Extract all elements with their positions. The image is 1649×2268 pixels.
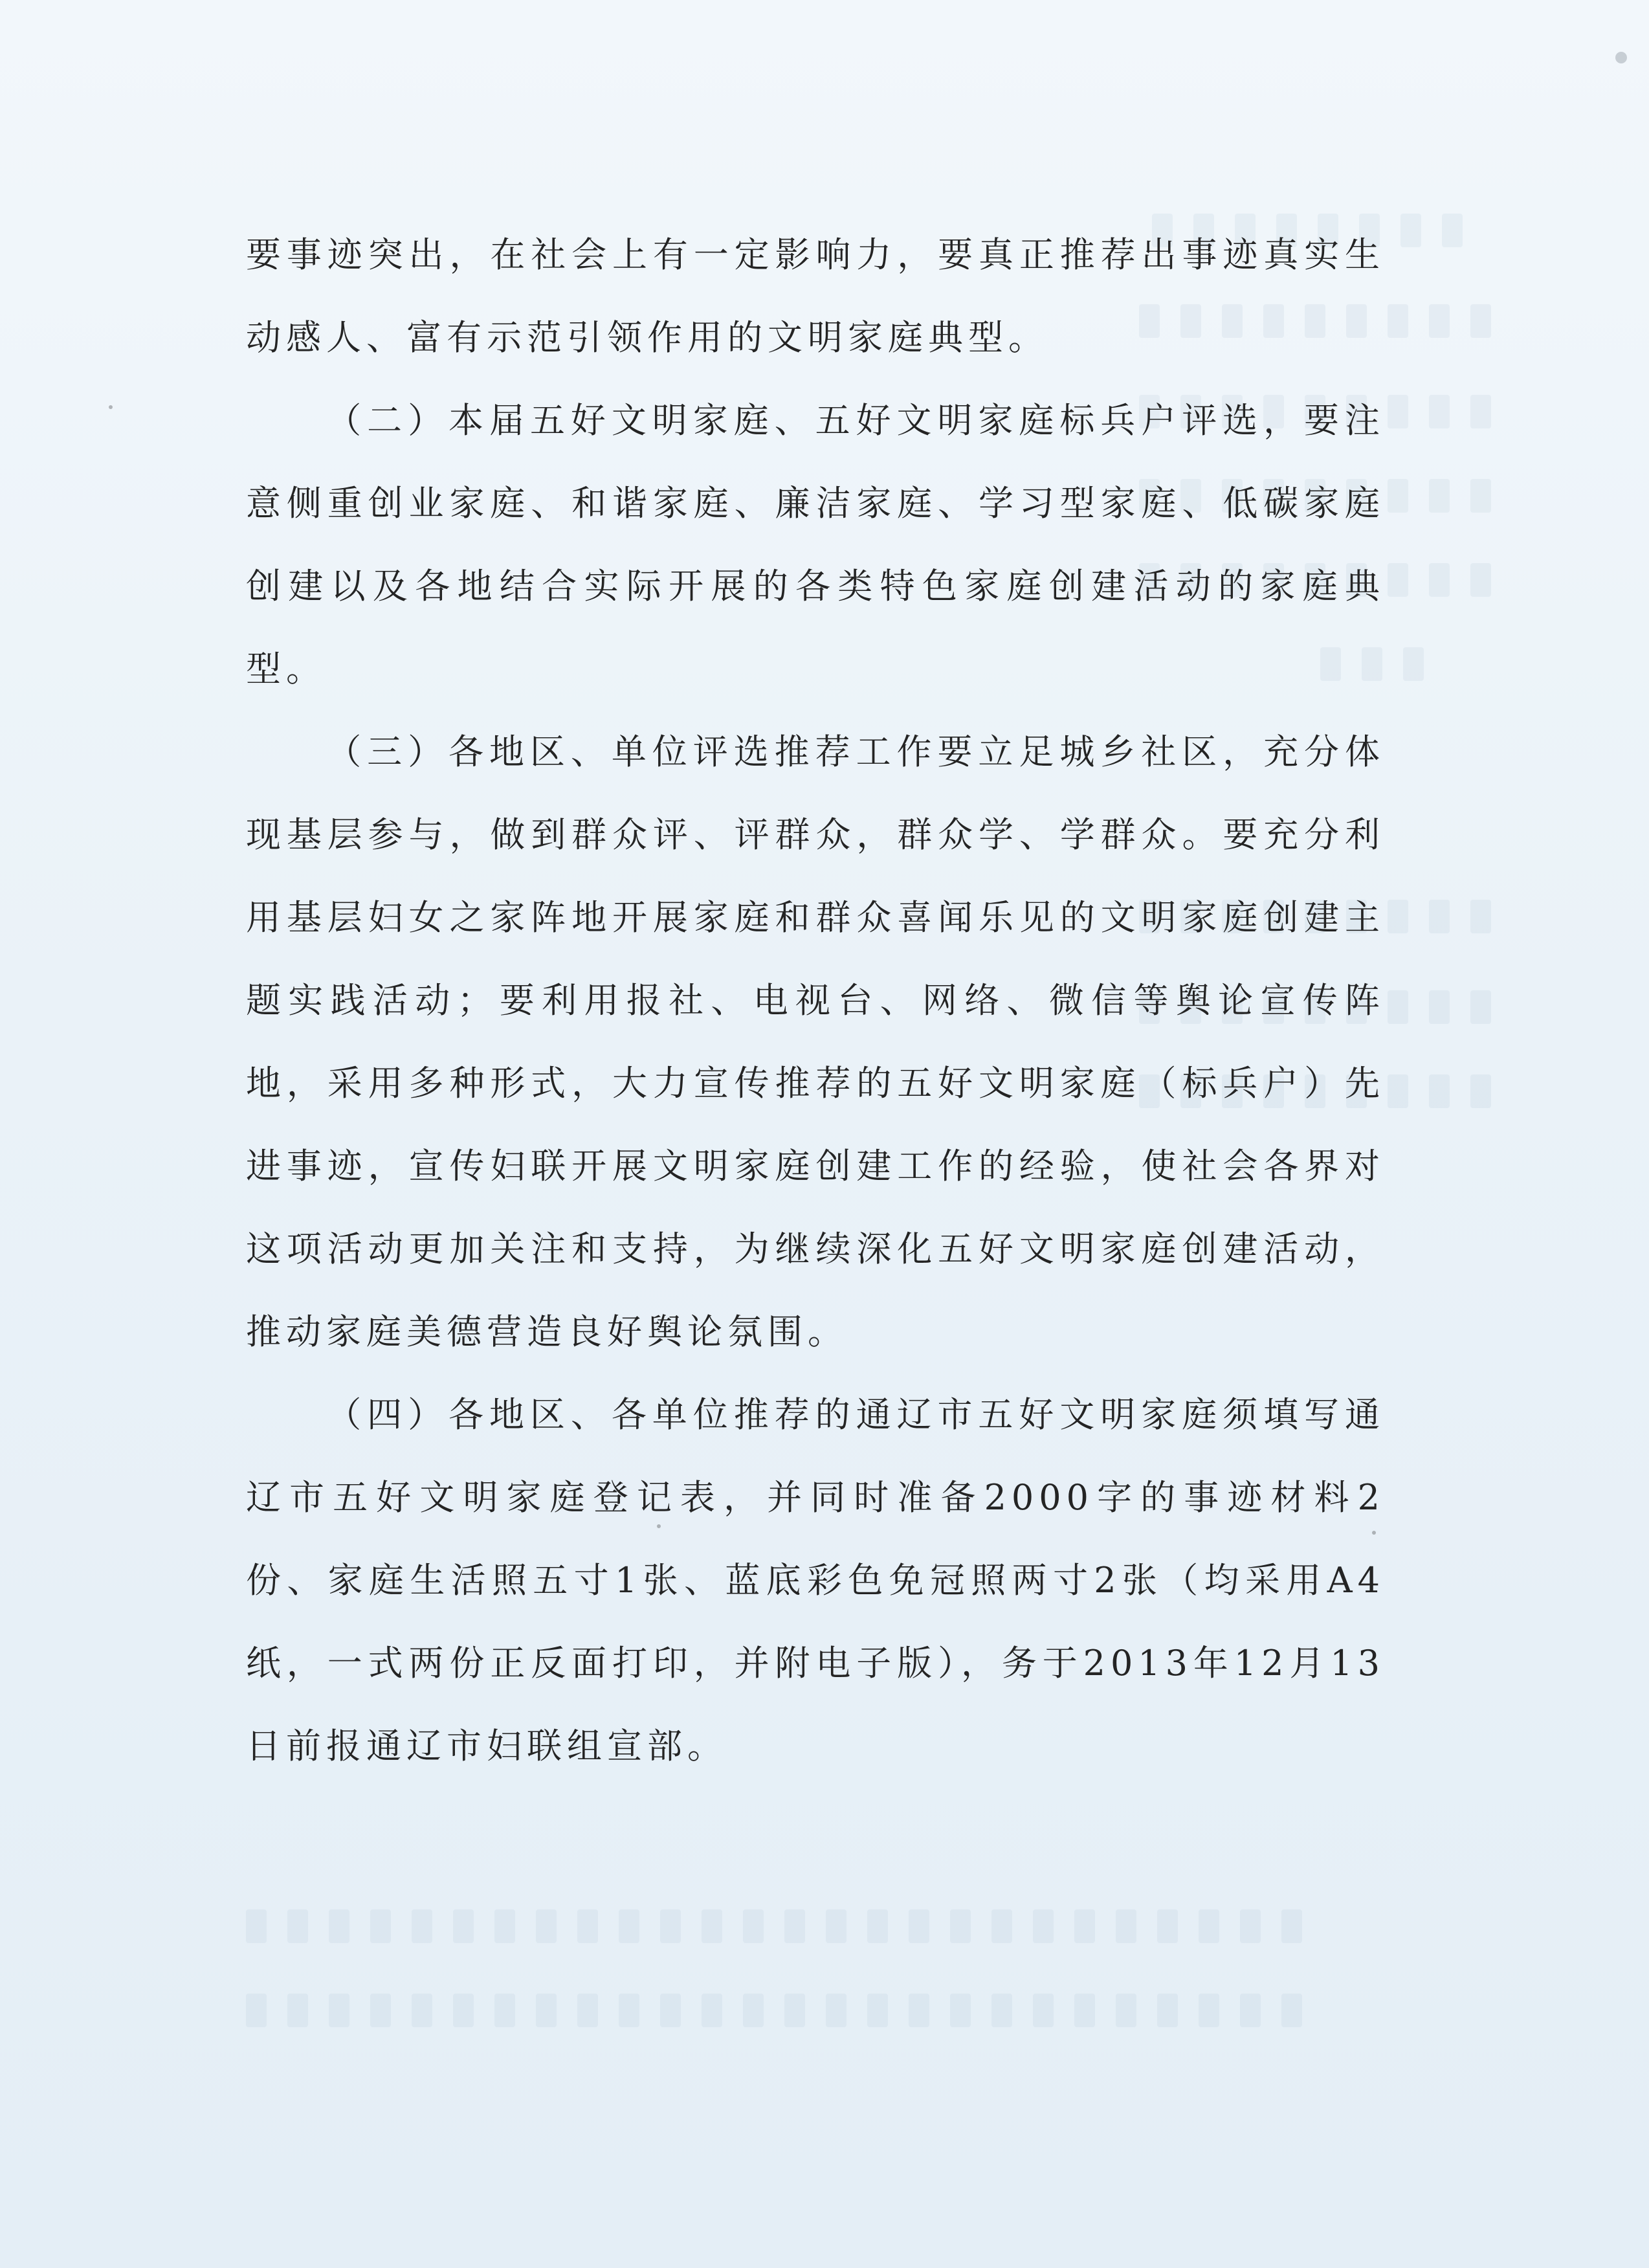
bleed-mark (1470, 563, 1491, 597)
bleed-mark (1470, 479, 1491, 513)
bleed-mark (1116, 1909, 1136, 1943)
bleed-mark (1388, 1074, 1408, 1108)
bleed-mark (702, 1909, 722, 1943)
bleed-mark (246, 1994, 267, 2027)
bleed-mark (619, 1994, 639, 2027)
bleed-mark (1470, 990, 1491, 1024)
bleed-mark (1157, 1994, 1178, 2027)
bleed-mark (619, 1909, 639, 1943)
bleed-mark (1116, 1994, 1136, 2027)
bleed-mark (1157, 1909, 1178, 1943)
bleed-mark (1240, 1909, 1261, 1943)
bleed-mark (1388, 900, 1408, 933)
bleed-mark (1429, 900, 1450, 933)
bleed-mark (1074, 1994, 1095, 2027)
bleed-mark (660, 1909, 681, 1943)
bleed-mark (577, 1994, 598, 2027)
bleed-mark (329, 1909, 349, 1943)
bleed-mark (950, 1994, 971, 2027)
bleed-mark (1429, 304, 1450, 338)
bleed-mark (1470, 395, 1491, 428)
bleed-mark (950, 1909, 971, 1943)
bleed-mark (1470, 1074, 1491, 1108)
bleed-mark (1403, 647, 1424, 681)
bleed-mark (1470, 900, 1491, 933)
bleed-mark (1199, 1994, 1219, 2027)
bleed-mark (329, 1994, 349, 2027)
bleed-mark (909, 1909, 929, 1943)
bleed-mark (287, 1909, 308, 1943)
bleed-mark (991, 1909, 1012, 1943)
bleed-mark (660, 1994, 681, 2027)
bleed-mark (867, 1994, 888, 2027)
bleed-mark (246, 1909, 267, 1943)
bleed-mark (370, 1994, 391, 2027)
bleed-mark (1470, 304, 1491, 338)
bleed-mark (991, 1994, 1012, 2027)
paragraph-item-2: （二）本届五好文明家庭、五好文明家庭标兵户评选，要注意侧重创业家庭、和谐家庭、廉洁家庭、学习型家庭、低碳家庭创建以及各地结合实际开展的各类特色家庭创建活动的家庭典型。 (246, 400, 1385, 689)
paragraph-continuation: 要事迹突出，在社会上有一定影响力，要真正推荐出事迹真实生动感人、富有示范引领作用的文明家庭典型。 (246, 234, 1385, 358)
bleed-mark (1400, 214, 1421, 247)
bleed-mark (536, 1994, 557, 2027)
bleed-mark (536, 1909, 557, 1943)
bleed-mark (1442, 214, 1463, 247)
bleed-mark (784, 1994, 805, 2027)
scan-speck (109, 405, 113, 409)
bleed-mark (494, 1909, 515, 1943)
bleed-mark (577, 1909, 598, 1943)
bleed-mark (1429, 990, 1450, 1024)
bleed-mark (1074, 1909, 1095, 1943)
bleed-mark (1388, 395, 1408, 428)
bleed-mark (784, 1909, 805, 1943)
bleed-mark (867, 1909, 888, 1943)
bleed-mark (1199, 1909, 1219, 1943)
bleed-mark (1429, 479, 1450, 513)
bleed-mark (702, 1994, 722, 2027)
bleed-mark (743, 1909, 764, 1943)
bleed-mark (1388, 563, 1408, 597)
document-body (246, 214, 1385, 1788)
bleed-mark (412, 1994, 432, 2027)
paragraph-item-4: （四）各地区、各单位推荐的通辽市五好文明家庭须填写通辽市五好文明家庭登记表，并同时准备2000字的事迹材料2份、家庭生活照五寸1张、蓝底彩色免冠照两寸2张（均采用A4纸，一式两份正反面打印，并附电子版），务于2013年12月13日前报通辽市妇联组宣部。 (246, 1394, 1385, 1766)
bleed-mark (1281, 1994, 1302, 2027)
bleed-mark (412, 1909, 432, 1943)
corner-mark (1615, 52, 1627, 63)
bleed-mark (1388, 990, 1408, 1024)
bleed-mark (743, 1994, 764, 2027)
bleed-mark (453, 1994, 474, 2027)
paragraph-item-3: （三）各地区、单位评选推荐工作要立足城乡社区，充分体现基层参与，做到群众评、评群众，群众学、学群众。要充分利用基层妇女之家阵地开展家庭和群众喜闻乐见的文明家庭创建主题实践活动；要利用报社、电视台、网络、微信等舆论宣传阵地，采用多种形式，大力宣传推荐的五好文明家庭（标兵户）先进事迹，宣传妇联开展文明家庭创建工作的经验，使社会各界对这项活动更加关注和支持，为继续深化五好文明家庭创建活动，推动家庭美德营造良好舆论氛围。 (246, 731, 1385, 1352)
bleed-mark (1429, 395, 1450, 428)
bleed-mark (1033, 1909, 1054, 1943)
bleed-mark (370, 1909, 391, 1943)
bleed-mark (1429, 563, 1450, 597)
bleed-mark (1429, 1074, 1450, 1108)
bleed-mark (826, 1994, 847, 2027)
bleed-mark (1240, 1994, 1261, 2027)
bleed-mark (1388, 479, 1408, 513)
bleed-mark (1281, 1909, 1302, 1943)
bleed-mark (909, 1994, 929, 2027)
bleed-mark (494, 1994, 515, 2027)
bleed-mark (1033, 1994, 1054, 2027)
bleed-mark (453, 1909, 474, 1943)
bleed-mark (287, 1994, 308, 2027)
bleed-mark (1388, 304, 1408, 338)
bleed-mark (826, 1909, 847, 1943)
